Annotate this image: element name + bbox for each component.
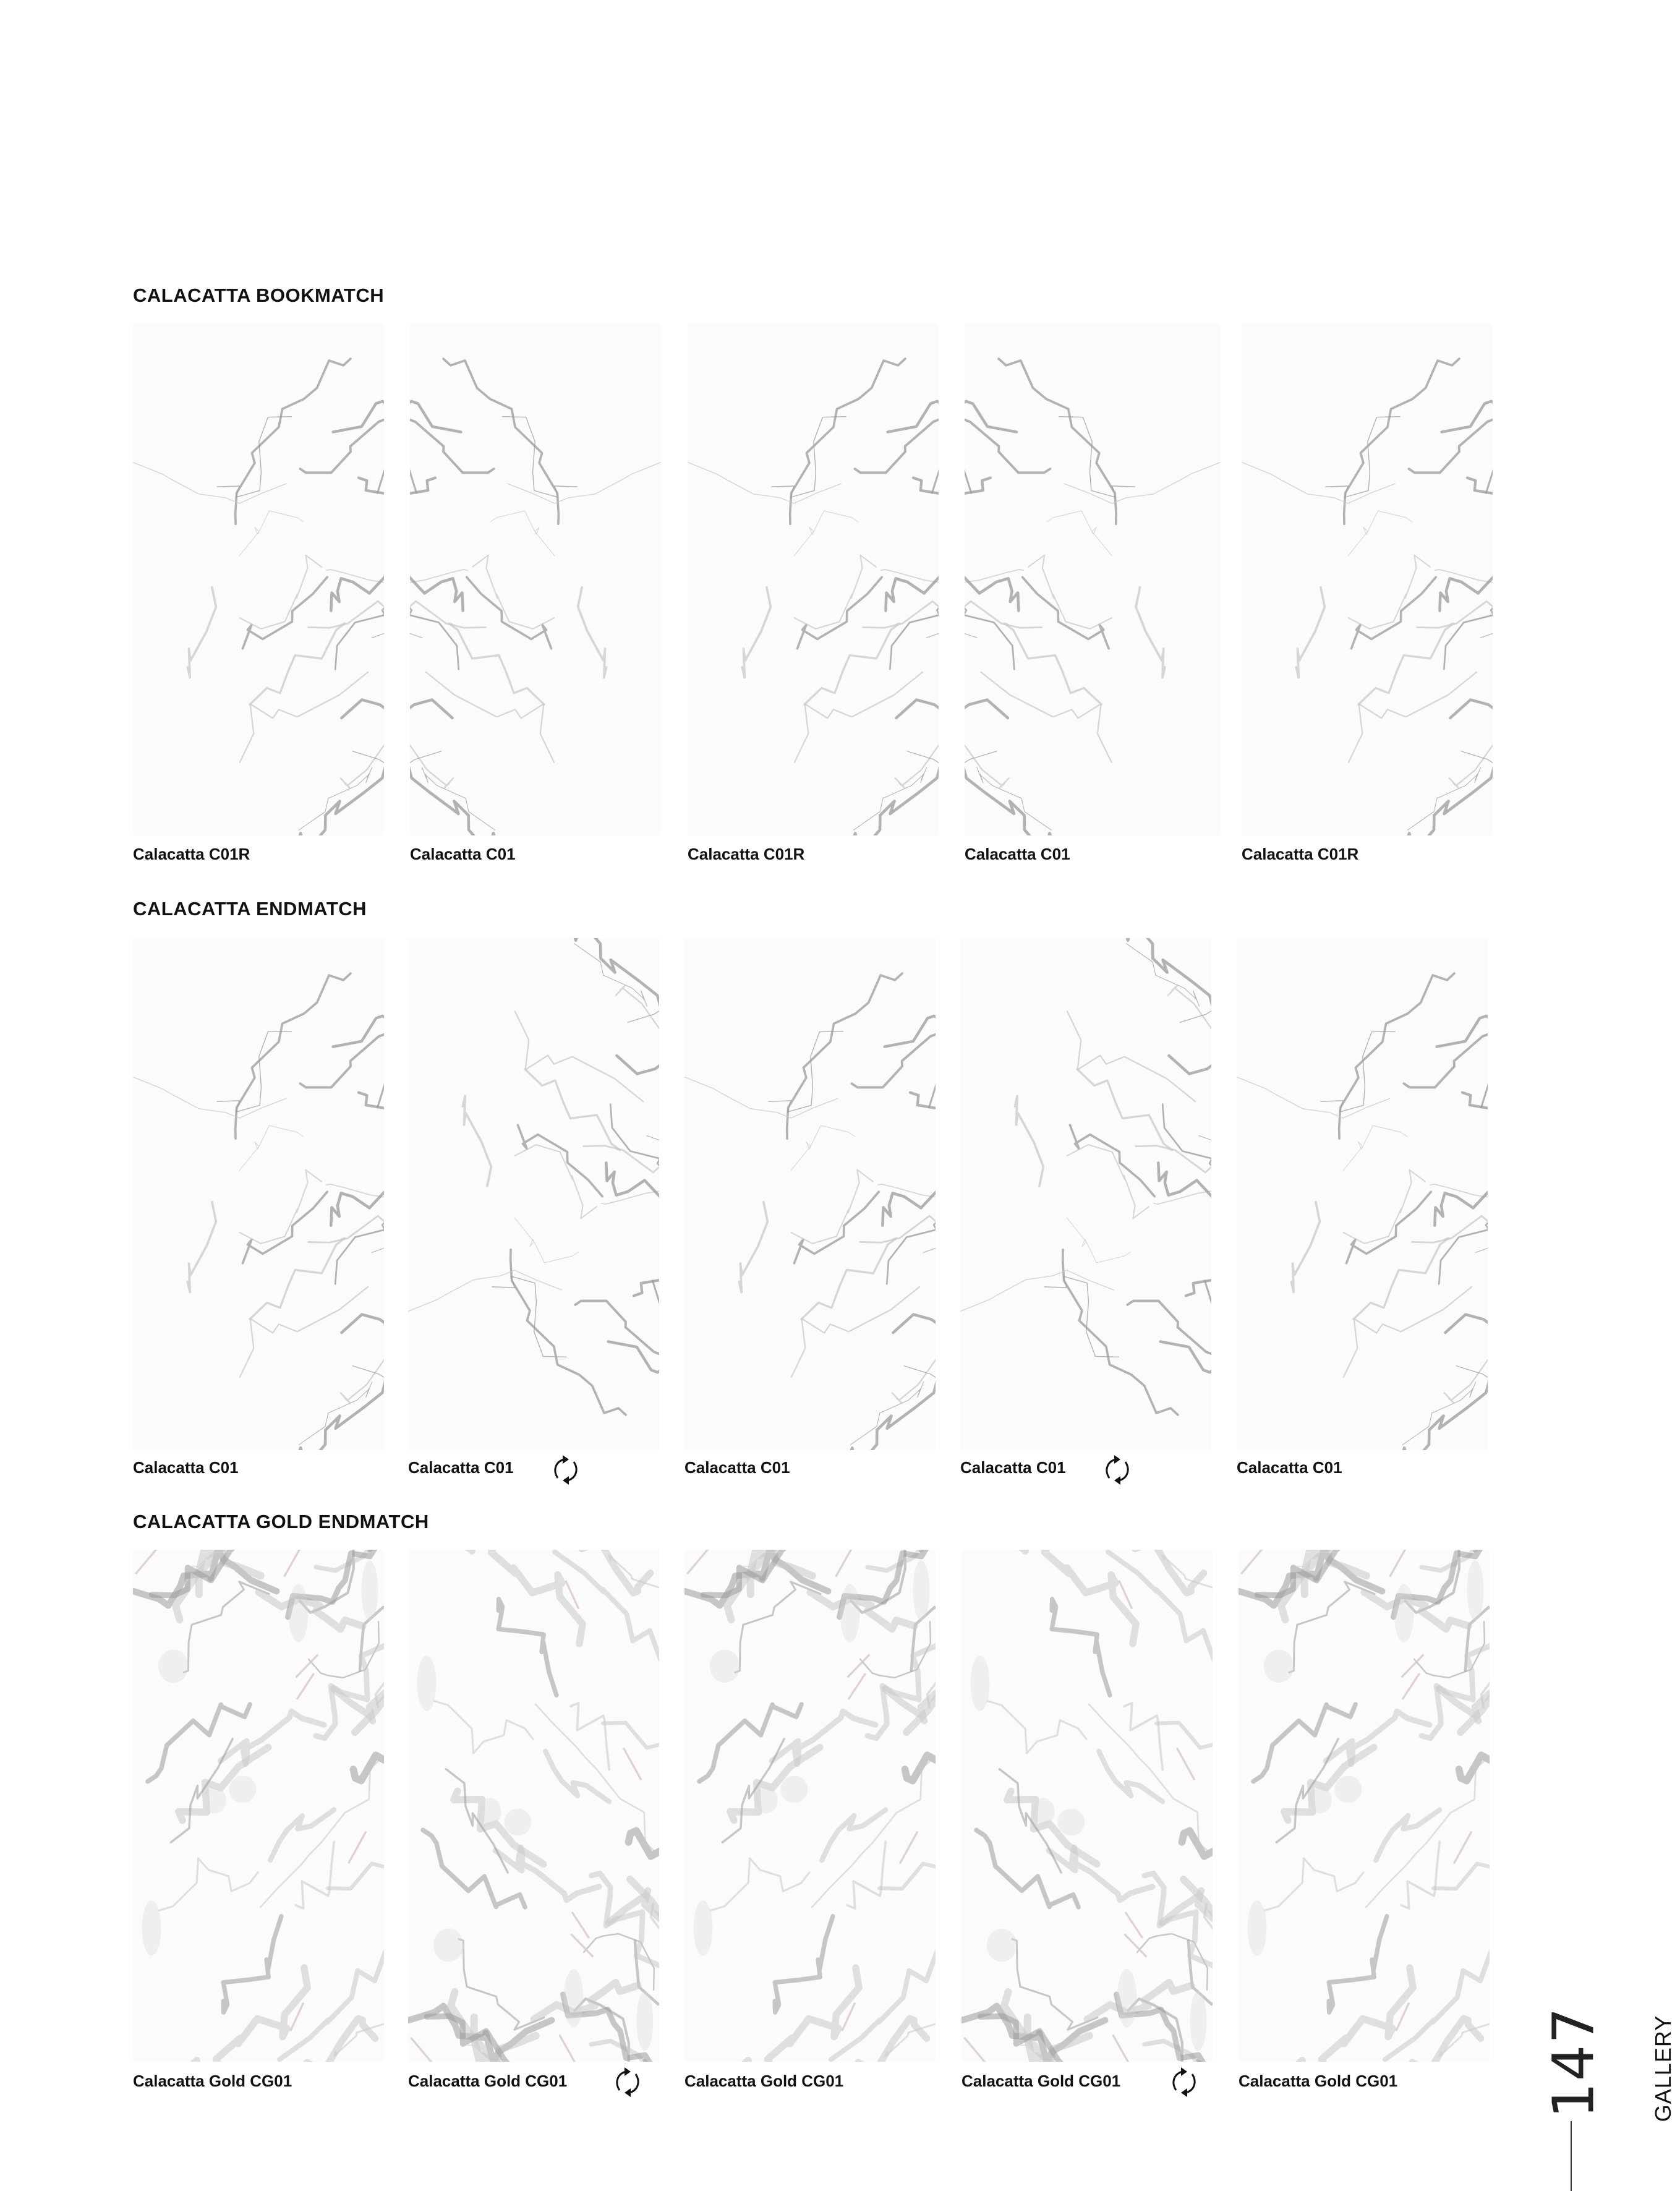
marble-tile	[133, 323, 384, 835]
tile-caption: Calacatta Gold CG01	[684, 2072, 844, 2090]
tile-caption: Calacatta Gold CG01	[408, 2072, 568, 2090]
marble-texture	[1242, 323, 1493, 835]
marble-tile	[684, 938, 936, 1450]
marble-tile	[684, 1550, 936, 2062]
marble-texture	[962, 1550, 1213, 2062]
tile-caption: Calacatta C01	[960, 1458, 1066, 1477]
tile-caption: Calacatta C01R	[1242, 845, 1359, 863]
tile-caption: Calacatta C01	[1237, 1458, 1342, 1477]
marble-tile	[1242, 323, 1493, 835]
marble-texture	[1239, 1550, 1490, 2062]
marble-texture	[133, 1550, 384, 2062]
rotate-arrows-icon	[611, 2065, 644, 2099]
marble-texture	[684, 1550, 936, 2062]
page-number-text: 147	[1540, 2006, 1607, 2119]
marble-tile	[410, 323, 661, 835]
section-title-bookmatch: CALACATTA BOOKMATCH	[133, 284, 385, 306]
rotate-arrows-glyph	[549, 1453, 582, 1487]
section-title-gold-endmatch: CALACATTA GOLD ENDMATCH	[133, 1511, 429, 1532]
rotate-arrows-icon	[549, 1453, 582, 1487]
marble-tile	[688, 323, 939, 835]
tile-caption: Calacatta Gold CG01	[133, 2072, 292, 2090]
tile-caption: Calacatta Gold CG01	[1239, 2072, 1398, 2090]
page-number	[1540, 2006, 1607, 2119]
marble-texture	[684, 938, 936, 1450]
marble-texture	[965, 323, 1221, 835]
rotate-arrows-glyph	[611, 2065, 644, 2099]
rotate-arrows-glyph	[1101, 1453, 1134, 1487]
tile-caption: Calacatta Gold CG01	[962, 2072, 1121, 2090]
marble-texture	[960, 938, 1211, 1450]
tile-caption: Calacatta C01	[410, 845, 516, 863]
marble-tile	[962, 1550, 1213, 2062]
tile-caption: Calacatta C01R	[688, 845, 805, 863]
marble-texture	[133, 323, 384, 835]
marble-texture	[688, 323, 939, 835]
marble-texture	[133, 938, 384, 1450]
side-label-text: GALLERY	[1650, 2015, 1676, 2122]
rotate-arrows-glyph	[1167, 2065, 1201, 2099]
rotate-arrows-icon	[1101, 1453, 1134, 1487]
marble-texture	[408, 1550, 659, 2062]
tile-caption: Calacatta C01	[965, 845, 1070, 863]
section-title-endmatch: CALACATTA ENDMATCH	[133, 898, 367, 920]
marble-texture	[408, 938, 659, 1450]
page-divider-line	[1571, 2121, 1572, 2191]
tile-caption: Calacatta C01R	[133, 845, 250, 863]
section-side-label	[1645, 2013, 1680, 2124]
marble-tile	[133, 938, 384, 1450]
marble-tile	[960, 938, 1211, 1450]
marble-texture	[1237, 938, 1488, 1450]
marble-tile	[408, 938, 659, 1450]
marble-tile	[133, 1550, 384, 2062]
tile-caption: Calacatta C01	[133, 1458, 239, 1477]
marble-tile	[965, 323, 1221, 835]
marble-tile	[1239, 1550, 1490, 2062]
tile-caption: Calacatta C01	[684, 1458, 790, 1477]
marble-tile	[408, 1550, 659, 2062]
rotate-arrows-icon	[1167, 2065, 1201, 2099]
tile-caption: Calacatta C01	[408, 1458, 514, 1477]
marble-tile	[1237, 938, 1488, 1450]
marble-texture	[410, 323, 661, 835]
